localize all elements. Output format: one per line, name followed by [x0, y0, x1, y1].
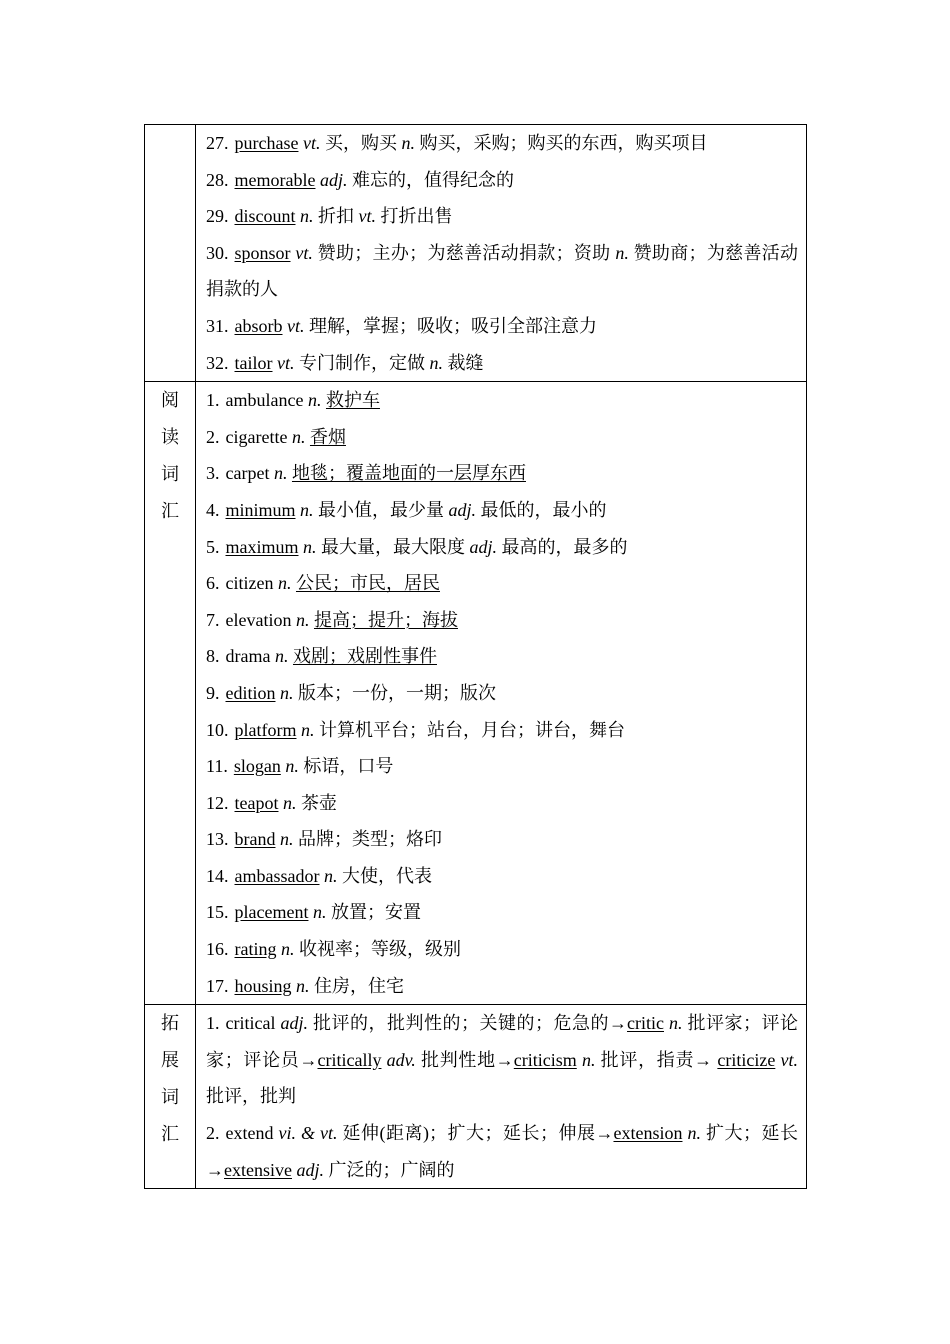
derived-word: criticism: [513, 1049, 577, 1070]
part-of-speech: vt.: [277, 352, 295, 373]
entry-number: 14.: [206, 865, 229, 886]
vocab-entry: [206, 968, 798, 1005]
vocab-entry: [206, 602, 798, 639]
entry-text: extend: [225, 1123, 279, 1144]
part-of-speech: n.: [296, 975, 310, 996]
derived-word: extension: [613, 1123, 683, 1144]
entry-word: edition: [225, 682, 276, 703]
part-of-speech: n.: [323, 865, 338, 886]
entry-word: placement: [234, 902, 309, 923]
section-label-char: 汇: [161, 501, 179, 522]
entry-meaning: 救护车: [325, 390, 380, 411]
vocab-entry: [206, 529, 798, 566]
part-of-speech: n.: [279, 829, 294, 850]
entry-number: 2.: [206, 1123, 220, 1144]
part-of-speech: n.: [307, 390, 322, 411]
section-entries: [196, 125, 807, 382]
entry-word: memorable: [234, 169, 316, 190]
vocab-entry: [206, 162, 798, 199]
vocab-entry: [206, 492, 798, 529]
entry-word: brand: [234, 829, 276, 850]
part-of-speech: n.: [303, 536, 317, 557]
entry-meaning: 住房，住宅: [314, 975, 405, 996]
part-of-speech: adv.: [386, 1049, 416, 1070]
part-of-speech: n.: [300, 206, 314, 227]
entry-meaning: 赞助商；为慈善活动捐款的人: [206, 242, 799, 300]
part-of-speech: n.: [291, 426, 306, 447]
vocab-entry: [206, 125, 798, 162]
part-of-speech: n.: [274, 646, 289, 667]
entry-word: housing: [234, 975, 292, 996]
entry-number: 17.: [206, 975, 229, 996]
entry-text: critical: [225, 1013, 281, 1034]
entry-meaning: 买，购买: [324, 133, 397, 153]
section-label-char: 汇: [161, 1124, 179, 1145]
entry-meaning: 香烟: [309, 426, 346, 447]
entry-number: 12.: [206, 792, 229, 813]
vocab-entry: [206, 455, 798, 492]
part-of-speech: n.: [669, 1013, 683, 1034]
entry-word: sponsor: [234, 242, 291, 263]
part-of-speech: adj.: [296, 1159, 324, 1180]
vocab-entry: [206, 198, 798, 235]
entry-number: 6.: [206, 573, 220, 594]
entry-word: slogan: [233, 756, 281, 777]
part-of-speech: n.: [312, 902, 327, 923]
part-of-speech: n.: [300, 499, 314, 520]
entry-text: 批评家；评论家；评论员→: [206, 1013, 799, 1070]
part-of-speech: adj.: [319, 169, 348, 190]
part-of-speech: n.: [282, 792, 297, 813]
entry-number: 7.: [206, 609, 220, 630]
entry-meaning: 版本；一份，一期；版次: [298, 682, 496, 703]
section-label-char: 词: [161, 1087, 179, 1108]
entry-meaning: 大使，代表: [341, 865, 432, 886]
vocab-entry: [206, 785, 798, 822]
vocab-entry: [206, 1115, 798, 1188]
section-label-char: 拓: [161, 1013, 179, 1034]
entry-meaning: 专门制作，定做: [299, 352, 425, 373]
entry-word: maximum: [225, 536, 299, 557]
vocab-entry: [206, 748, 798, 785]
part-of-speech: vi. & vt.: [278, 1123, 338, 1144]
entry-number: 4.: [206, 499, 220, 520]
entry-number: 10.: [206, 719, 229, 740]
entry-word: discount: [234, 206, 296, 227]
vocab-entry: [206, 712, 798, 749]
entry-number: 5.: [206, 536, 220, 557]
section-label: [145, 125, 196, 382]
entry-meaning: 赞助；主办；为慈善活动捐款；资助: [317, 242, 611, 263]
entry-number: 28.: [206, 169, 229, 190]
vocab-entry: [206, 894, 798, 931]
entry-word: platform: [234, 719, 297, 740]
entry-word: citizen: [225, 573, 274, 594]
entry-word: cigarette: [225, 426, 288, 447]
entry-meaning: 最低的，最小的: [480, 499, 607, 520]
section-entries: [196, 382, 807, 1005]
vocab-entry: [206, 675, 798, 712]
part-of-speech: n.: [277, 573, 292, 594]
part-of-speech: n.: [273, 463, 288, 484]
entry-meaning: 最小值，最少量: [318, 499, 445, 520]
entry-word: ambassador: [234, 865, 320, 886]
entry-meaning: 戏剧；戏剧性事件: [292, 646, 437, 667]
vocab-entry: [206, 565, 798, 602]
entry-text: 延伸(距离)；扩大；延长；伸展→: [337, 1123, 614, 1144]
entry-number: 32.: [206, 352, 229, 373]
derived-word: criticize: [717, 1049, 776, 1070]
entry-meaning: 难忘的，值得纪念的: [351, 169, 514, 190]
part-of-speech: n.: [285, 756, 299, 777]
entry-word: carpet: [225, 463, 270, 484]
section-entries: [196, 1005, 807, 1189]
entry-meaning: 计算机平台；站台，月台；讲台，舞台: [318, 719, 625, 740]
entry-meaning: 最高的，最多的: [501, 536, 628, 557]
entry-text: 批评，批判: [206, 1086, 296, 1107]
entry-word: ambulance: [225, 390, 304, 411]
entry-meaning: 折扣: [318, 206, 354, 227]
section-row: [145, 125, 807, 382]
section-label-char: 读: [161, 427, 179, 448]
entry-number: 1.: [206, 1013, 220, 1034]
entry-number: 8.: [206, 646, 220, 667]
entry-word: tailor: [234, 352, 273, 373]
entry-number: 31.: [206, 315, 229, 336]
vocab-entry: [206, 931, 798, 968]
entry-meaning: 打折出售: [380, 206, 453, 227]
entry-meaning: 购买，采购；购买的东西，购买项目: [419, 133, 708, 153]
entry-number: 2.: [206, 426, 220, 447]
entry-meaning: 收视率；等级，级别: [299, 939, 461, 960]
vocab-entry: [206, 858, 798, 895]
part-of-speech: n.: [615, 242, 629, 263]
part-of-speech: adj.: [280, 1013, 308, 1034]
entry-word: absorb: [234, 315, 283, 336]
entry-number: 13.: [206, 829, 229, 850]
part-of-speech: n.: [581, 1049, 596, 1070]
vocab-entry: [206, 638, 798, 675]
entry-number: 9.: [206, 682, 220, 703]
derived-word: critically: [317, 1049, 382, 1070]
entry-word: teapot: [234, 792, 279, 813]
part-of-speech: n.: [687, 1123, 701, 1144]
entry-meaning: 裁缝: [447, 352, 484, 373]
section-label: [145, 1005, 196, 1189]
entry-meaning: 品牌；类型；烙印: [297, 829, 442, 850]
section-label-char: 词: [161, 464, 179, 485]
entry-number: 11.: [206, 756, 228, 777]
part-of-speech: n.: [281, 939, 295, 960]
entry-meaning: 理解，掌握；吸收；吸引全部注意力: [309, 315, 597, 336]
section-label-char: 展: [161, 1050, 179, 1071]
derived-word: extensive: [224, 1159, 292, 1180]
part-of-speech: vt.: [358, 206, 376, 227]
part-of-speech: n.: [280, 682, 294, 703]
entry-number: 29.: [206, 206, 229, 227]
vocab-entry: [206, 419, 798, 456]
entry-number: 27.: [206, 133, 229, 153]
vocab-entry: [206, 382, 798, 419]
entry-meaning: 最大量，最大限度: [321, 536, 465, 557]
entry-text: 批评，指责→: [595, 1049, 718, 1070]
vocab-entry: [206, 345, 798, 382]
entry-meaning: 提高；提升；海拔: [313, 609, 458, 630]
part-of-speech: vt.: [287, 315, 305, 336]
vocab-entry: [206, 235, 798, 308]
entry-meaning: 标语，口号: [303, 756, 394, 777]
part-of-speech: n.: [300, 719, 315, 740]
entry-number: 3.: [206, 463, 220, 484]
section-label: [145, 382, 196, 1005]
entry-meaning: 茶壶: [300, 792, 337, 813]
entry-number: 16.: [206, 939, 229, 960]
entry-text: 批评的，批判性的；关键的；危急的→: [307, 1013, 628, 1034]
entry-meaning: 地毯；覆盖地面的一层厚东西: [291, 463, 526, 484]
part-of-speech: vt.: [780, 1049, 799, 1070]
part-of-speech: adj.: [469, 536, 498, 557]
entry-text: 扩大；延长→: [206, 1123, 799, 1180]
part-of-speech: n.: [401, 133, 415, 153]
entry-number: 15.: [206, 902, 229, 923]
section-row: [145, 382, 807, 1005]
section-label-char: 阅: [161, 390, 179, 411]
entry-meaning: 放置；安置: [330, 902, 421, 923]
entry-number: 30.: [206, 242, 229, 263]
entry-number: 1.: [206, 390, 220, 411]
entry-meaning: 公民；市民，居民: [295, 573, 440, 594]
entry-word: rating: [234, 939, 277, 960]
vocab-entry: [206, 821, 798, 858]
part-of-speech: adj.: [448, 499, 477, 520]
part-of-speech: vt.: [302, 133, 321, 153]
vocab-entry: [206, 308, 798, 345]
entry-word: minimum: [225, 499, 296, 520]
entry-word: purchase: [234, 133, 299, 153]
vocab-entry: [206, 1005, 798, 1115]
vocabulary-table: [144, 124, 807, 1189]
derived-word: critic: [627, 1013, 664, 1034]
section-row: [145, 1005, 807, 1189]
part-of-speech: n.: [295, 609, 310, 630]
entry-text: 批判性地→: [415, 1049, 514, 1070]
part-of-speech: vt.: [295, 242, 313, 263]
entry-text: 广泛的；广阔的: [324, 1159, 455, 1180]
entry-word: elevation: [225, 609, 292, 630]
part-of-speech: n.: [429, 352, 443, 373]
entry-word: drama: [225, 646, 271, 667]
